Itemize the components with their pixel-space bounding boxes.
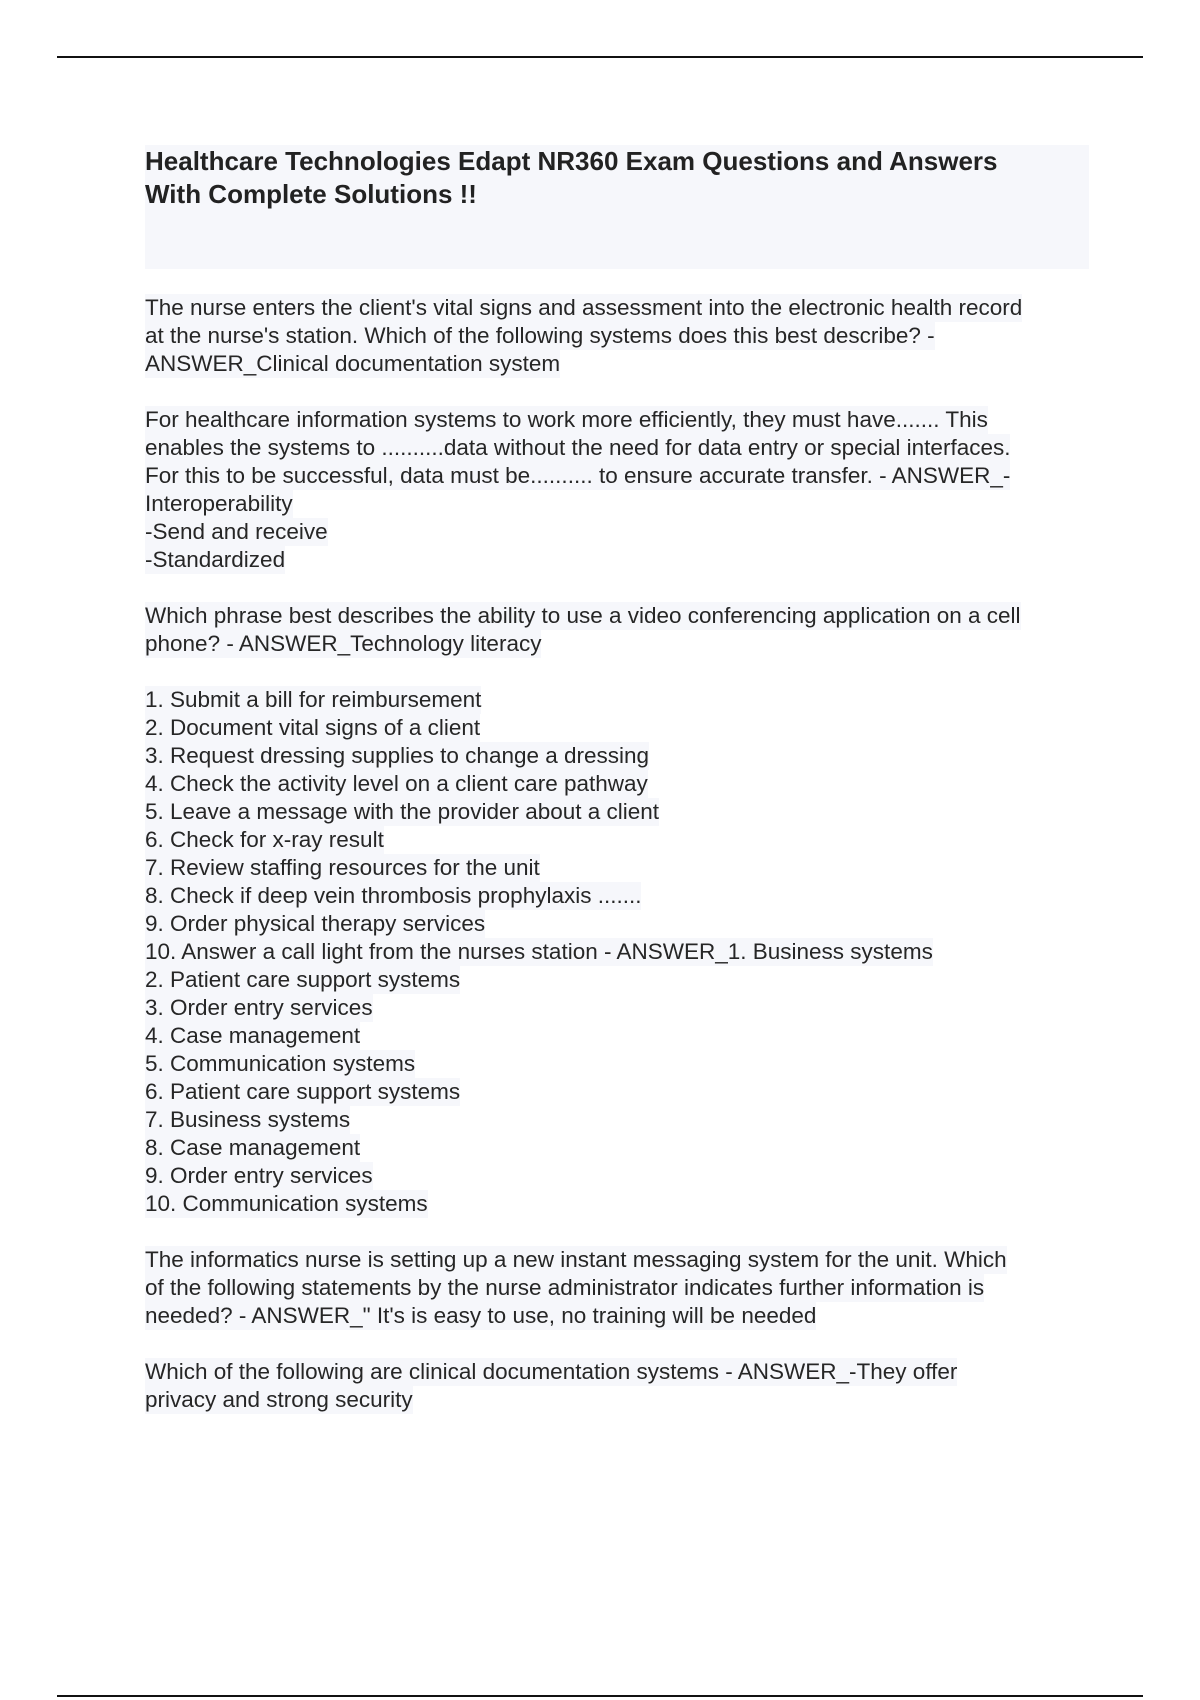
text-line: For healthcare information systems to work more efficiently, they must have....... This: [145, 407, 988, 432]
qa-paragraph: [145, 1358, 1089, 1414]
text-line: 1. Submit a bill for reimbursement: [145, 687, 482, 712]
header-rule: [57, 56, 1143, 58]
text-line: 5. Leave a message with the provider about a client: [145, 799, 660, 824]
text-line: needed? - ANSWER_" It's is easy to use, no training will be needed: [145, 1303, 817, 1328]
text-line: 4. Check the activity level on a client care pathway: [145, 771, 648, 796]
text-line: phone? - ANSWER_Technology literacy: [145, 631, 542, 656]
text-line: 3. Order entry services: [145, 995, 373, 1020]
qa-paragraph: [145, 406, 1089, 574]
title-block: [145, 145, 1089, 269]
text-line: -Send and receive: [145, 519, 328, 544]
text-line: 2. Document vital signs of a client: [145, 715, 481, 740]
text-line: 8. Case management: [145, 1135, 361, 1160]
qa-paragraph: [145, 294, 1089, 378]
text-line: 10. Communication systems: [145, 1191, 428, 1216]
text-line: 9. Order entry services: [145, 1163, 373, 1188]
text-line: 3. Request dressing supplies to change a dressing: [145, 743, 650, 768]
text-line: privacy and strong security: [145, 1387, 413, 1412]
text-line: 8. Check if deep vein thrombosis prophylaxis .......: [145, 883, 642, 908]
text-line: The informatics nurse is setting up a new instant messaging system for the unit. Which: [145, 1247, 1007, 1272]
text-line: 4. Case management: [145, 1023, 361, 1048]
text-line: Which phrase best describes the ability to use a video conferencing application on a cell: [145, 603, 1021, 628]
text-line: 10. Answer a call light from the nurses station - ANSWER_1. Business systems: [145, 939, 933, 964]
text-line: ANSWER_Clinical documentation system: [145, 351, 561, 376]
text-line: 7. Business systems: [145, 1107, 351, 1132]
qa-paragraph: [145, 686, 1089, 1218]
document-body: [145, 294, 1089, 1442]
text-line: at the nurse's station. Which of the following systems does this best describe? -: [145, 323, 935, 348]
text-line: 5. Communication systems: [145, 1051, 416, 1076]
footer-rule: [57, 1695, 1143, 1697]
text-line: -Standardized: [145, 547, 286, 572]
text-line: of the following statements by the nurse administrator indicates further information is: [145, 1275, 985, 1300]
text-line: 6. Patient care support systems: [145, 1079, 461, 1104]
text-line: 2. Patient care support systems: [145, 967, 461, 992]
qa-paragraph: [145, 1246, 1089, 1330]
text-line: 6. Check for x-ray result: [145, 827, 384, 852]
text-line: For this to be successful, data must be.......... to ensure accurate transfer. - ANSWER_-: [145, 463, 1011, 488]
document-title: Healthcare Technologies Edapt NR360 Exam Questions and Answers With Complete Solutions !!: [145, 146, 998, 209]
text-line: Interoperability: [145, 491, 293, 516]
text-line: 7. Review staffing resources for the unit: [145, 855, 540, 880]
text-line: The nurse enters the client's vital signs and assessment into the electronic health record: [145, 295, 1023, 320]
text-line: enables the systems to ..........data without the need for data entry or special interfaces.: [145, 435, 1011, 460]
text-line: Which of the following are clinical documentation systems - ANSWER_-They offer: [145, 1359, 958, 1384]
text-line: 9. Order physical therapy services: [145, 911, 486, 936]
qa-paragraph: [145, 602, 1089, 658]
